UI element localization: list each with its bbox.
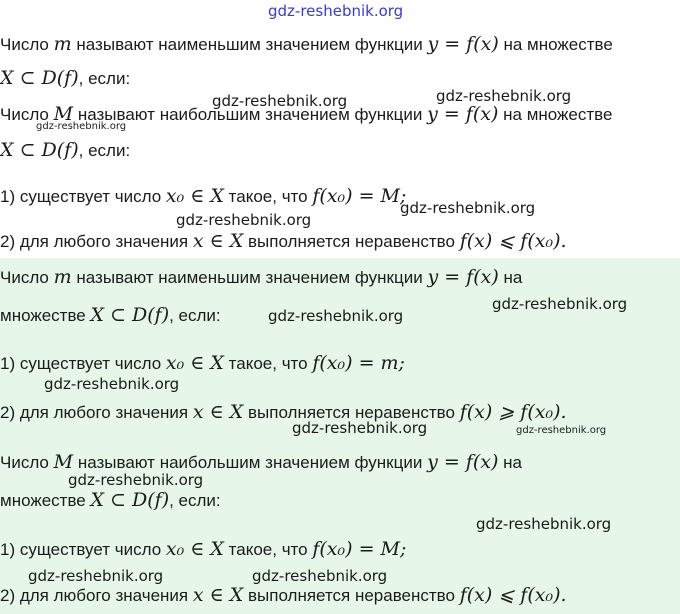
text-inequality: выполняется неравенство [248,232,455,251]
math-m: m [53,33,72,55]
watermark: gdz-reshebnik.org [400,199,536,217]
text-such-that: такое, что [228,540,308,559]
math-fx-le-fx0: f(x) ⩽ f(x₀). [459,230,567,252]
green-item-3 [0,538,406,561]
top-definition-min-line1 [0,33,613,56]
text-for-any: 2) для любого значения [0,232,189,251]
watermark: gdz-reshebnik.org [36,121,127,132]
math-x0-in-x: x₀ ∈ X [165,185,224,207]
green-definition-min-line2 [0,304,221,327]
top-definition-max-line2 [0,139,130,162]
text-such-that: такое, что [228,187,308,206]
text-esli: , если: [78,141,131,160]
math-x0-in-x: x₀ ∈ X [165,538,224,560]
green-item-2 [0,401,567,424]
math-y-fx: y = f(x) [427,266,499,288]
text-mnozhestve: множестве [0,491,86,510]
text-esli: , если: [169,306,221,325]
text-max-value: называют наибольшим значением функции [77,453,423,472]
text-for-any: 2) для любого значения [0,586,189,605]
math-x-subset-df: X ⊂ D(f) [90,304,170,326]
watermark: gdz-reshebnik.org [476,515,612,533]
green-item-4 [0,584,567,607]
math-x-in-x: x ∈ X [192,230,244,252]
top-definition-min-line2 [0,67,130,90]
top-item-1 [0,185,406,208]
text-exists: 1) существует число [0,540,162,559]
watermark: gdz-reshebnik.org [516,425,607,436]
math-fx-le-fx0: f(x) ⩽ f(x₀). [459,584,567,606]
watermark: gdz-reshebnik.org [436,87,572,105]
text-na: на [503,453,522,472]
top-item-2 [0,230,567,253]
math-y-fx: y = f(x) [427,103,499,125]
text-na-mnozhestve: на множестве [503,35,613,54]
text-max-value: называют наибольшим значением функции [77,105,423,124]
text-na: на [503,268,523,287]
watermark: gdz-reshebnik.org [68,471,204,489]
math-y-fx: y = f(x) [427,451,499,473]
text-chislo: Число [0,268,49,287]
text-chislo: Число [0,453,49,472]
math-fx-ge-fx0: f(x) ⩾ f(x₀). [459,401,567,423]
math-y-fx: y = f(x) [427,33,499,55]
watermark: gdz-reshebnik.org [292,419,428,437]
math-M: M [53,103,74,125]
watermark: gdz-reshebnik.org [492,295,628,313]
math-m: m [53,266,72,288]
math-fx0-eq: f(x₀) = M; [312,185,407,207]
text-exists: 1) существует число [0,354,162,373]
green-definition-min-line1 [0,266,522,289]
math-x-in-x: x ∈ X [192,584,244,606]
green-item-1 [0,352,405,375]
watermark: gdz-reshebnik.org [176,211,312,229]
watermark: gdz-reshebnik.org [28,567,164,585]
text-esli: , если: [78,69,131,88]
text-inequality: выполняется неравенство [248,586,455,605]
math-fx0-eq: f(x₀) = M; [312,538,407,560]
math-x-subset-df: X ⊂ D(f) [0,139,79,161]
math-x-in-x: x ∈ X [192,401,244,423]
text-such-that: такое, что [228,354,308,373]
text-mnozhestve: множестве [0,306,86,325]
text-for-any: 2) для любого значения [0,403,189,422]
math-x0-in-x: x₀ ∈ X [165,352,224,374]
watermark: gdz-reshebnik.org [268,307,404,325]
green-definition-max-line2 [0,489,221,512]
watermark: gdz-reshebnik.org [44,375,180,393]
watermark-top: gdz-reshebnik.org [268,2,404,20]
math-x-subset-df: X ⊂ D(f) [0,67,79,89]
text-min-value: называют наименьшим значением функции [76,35,423,54]
watermark: gdz-reshebnik.org [252,567,388,585]
watermark: gdz-reshebnik.org [212,92,348,110]
text-esli: , если: [169,491,221,510]
math-x-subset-df: X ⊂ D(f) [90,489,170,511]
text-min-value: называют наименьшим значением функции [76,268,423,287]
text-exists: 1) существует число [0,187,162,206]
math-M: M [53,451,74,473]
text-na-mnozhestve: на множестве [503,105,613,124]
text-chislo: Число [0,105,49,124]
text-inequality: выполняется неравенство [248,403,455,422]
text-chislo: Число [0,35,49,54]
math-fx0-eq: f(x₀) = m; [312,352,405,374]
